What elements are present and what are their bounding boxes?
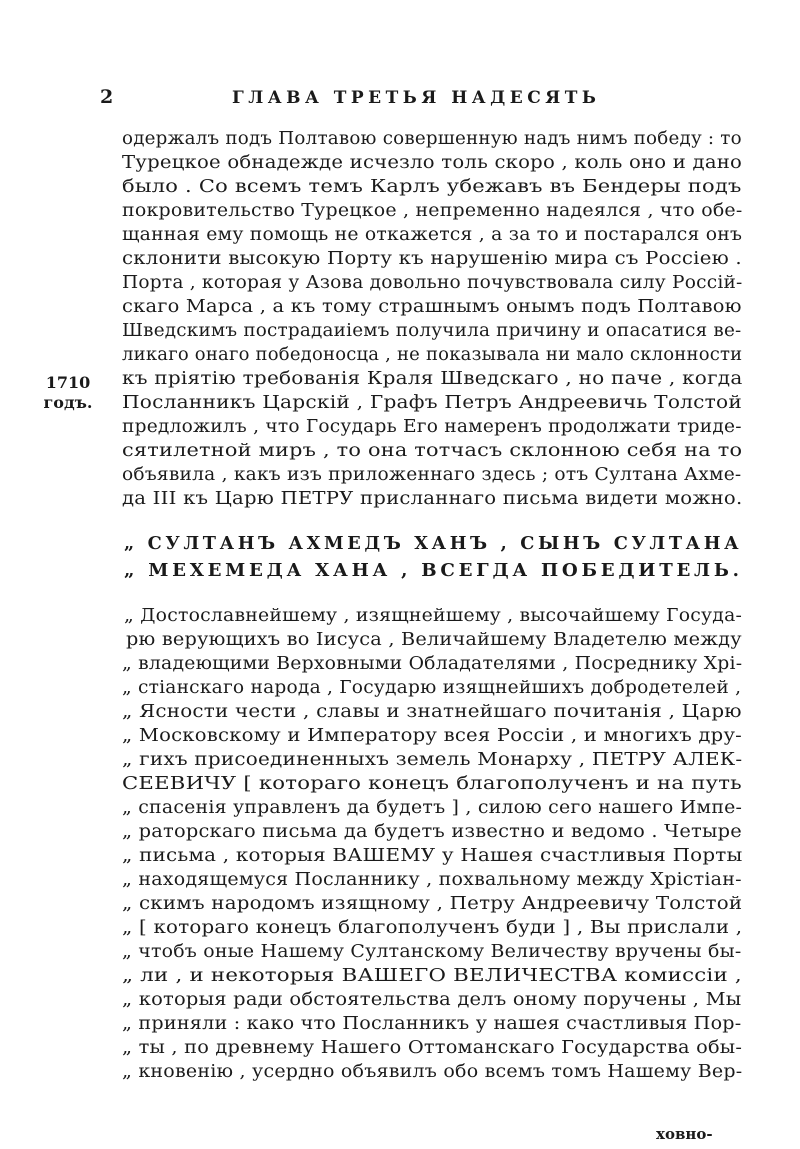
text-line: „ раторскаго письма да будетъ известно и ведомо . Четыре: [122, 822, 742, 842]
text-line: Посланникъ Царскiй , Графъ Петръ Андреевичь Толстой: [122, 393, 743, 413]
text-line: „ находящемуся Посланнику , похвальному между Хрiстiан-: [122, 870, 742, 890]
text-line: покровительство Турецкое , непременно надеялся , что обе-: [122, 201, 743, 221]
text-line: „ ли , и некоторыя ВАШЕГО ВЕЛИЧЕСТВА комиссiи ,: [122, 966, 742, 986]
text-line: ликаго онаго победоносца , не показывала ни мало склонности: [122, 345, 743, 365]
text-line: „ владеющими Верховными Обладателями , Посреднику Хрi-: [122, 654, 743, 674]
text-line: „ чтобъ оные Нашему Султанскому Величеству вручены бы-: [122, 942, 742, 962]
page-number: 2: [100, 86, 114, 108]
text-line: „ [ котораго конецъ благополученъ буди ] , Вы прислали ,: [122, 918, 743, 938]
heading-line: „ СУЛТАНЪ АХМЕДЪ ХАНЪ , СЫНЪ СУЛТАНА: [124, 534, 743, 554]
text-line: „ Достославнейшему , изящнейшему , высочайшему Госуда-: [124, 606, 743, 626]
text-line: одержалъ подъ Полтавою совершенную надъ нимъ победу : то: [122, 129, 742, 149]
catchword: ховно-: [656, 1125, 713, 1143]
text-line: сятилетной миръ , то она тотчасъ склонною себя на то: [122, 441, 743, 461]
text-line: „ скимъ народомъ изящному , Петру Андреевичу Толстой: [122, 894, 743, 914]
text-line: рю верующихъ во Iисуса , Величайшему Владетелю между: [126, 630, 742, 650]
text-line: „ Московскому и Императору всея Россiи , и многихъ дру-: [122, 726, 743, 746]
text-line: объявила , какъ изъ приложеннаго здесь ; отъ Султана Ахме-: [122, 465, 742, 485]
text-line: „ Ясности чести , славы и знатнейшаго почитанiя , Царю: [122, 702, 742, 722]
text-line: Порта , которая у Азова довольно почувствовала силу Россiй-: [122, 273, 743, 293]
text-line: щанная ему помощь не откажется , а за то и постарался онъ: [122, 225, 743, 245]
running-head: ГЛАВА ТРЕТЬЯ НАДЕСЯТЬ: [232, 88, 601, 108]
text-line: „ гихъ присоединенныхъ земель Монарху , ПЕТРУ АЛЕК-: [122, 750, 743, 770]
text-line: къ прiятiю требованiя Краля Шведскаго , но паче , когда: [122, 369, 743, 389]
text-line: „ кновенiю , усердно объявилъ обо всемъ томъ Нашему Вер-: [122, 1062, 743, 1082]
text-line: предложилъ , что Государь Его намеренъ продолжати триде-: [122, 417, 742, 437]
text-line: да III къ Царю ПЕТРУ присланнаго письма видети можно.: [122, 489, 743, 509]
text-line: „ которыя ради обстоятельства делъ оному поручены , Мы: [122, 990, 742, 1010]
text-line: „ приняли : како что Посланникъ у нашея счастливыя Пор-: [122, 1014, 742, 1034]
text-line: „ ты , по древнему Нашего Оттоманскаго Государства обы-: [122, 1038, 743, 1058]
margin-note-label: годъ.: [43, 393, 93, 412]
text-line: „ письма , которыя ВАШЕМУ у Нашея счастливыя Порты: [122, 846, 743, 866]
text-line: „ спасенiя управленъ да будетъ ] , силою сего нашего Импе-: [122, 798, 743, 818]
text-line: скаго Марса , а къ тому страшнымъ онымъ подъ Полтавою: [122, 297, 742, 317]
text-line: СЕЕВИЧУ [ котораго конецъ благополученъ и на путь: [122, 774, 742, 794]
text-line: Шведскимъ пострадаиiемъ получила причину и опасатися ве-: [122, 321, 742, 341]
text-line: склонити высокую Порту къ нарушенiю мира съ Россiею .: [122, 249, 742, 269]
text-line: было . Со всемъ темъ Карлъ убежавъ въ Бендеры подъ: [122, 177, 742, 197]
text-line: Турецкое обнадежде исчезло толь скоро , коль оно и дано: [122, 153, 743, 173]
margin-note-year: 1710: [45, 373, 91, 392]
text-line: „ стiанскаго народа , Государю изящнейшихъ добродетелей ,: [122, 678, 742, 698]
heading-line: „ МЕХЕМЕДА ХАНА , ВСЕГДА ПОБЕДИТЕЛЬ.: [124, 561, 743, 581]
